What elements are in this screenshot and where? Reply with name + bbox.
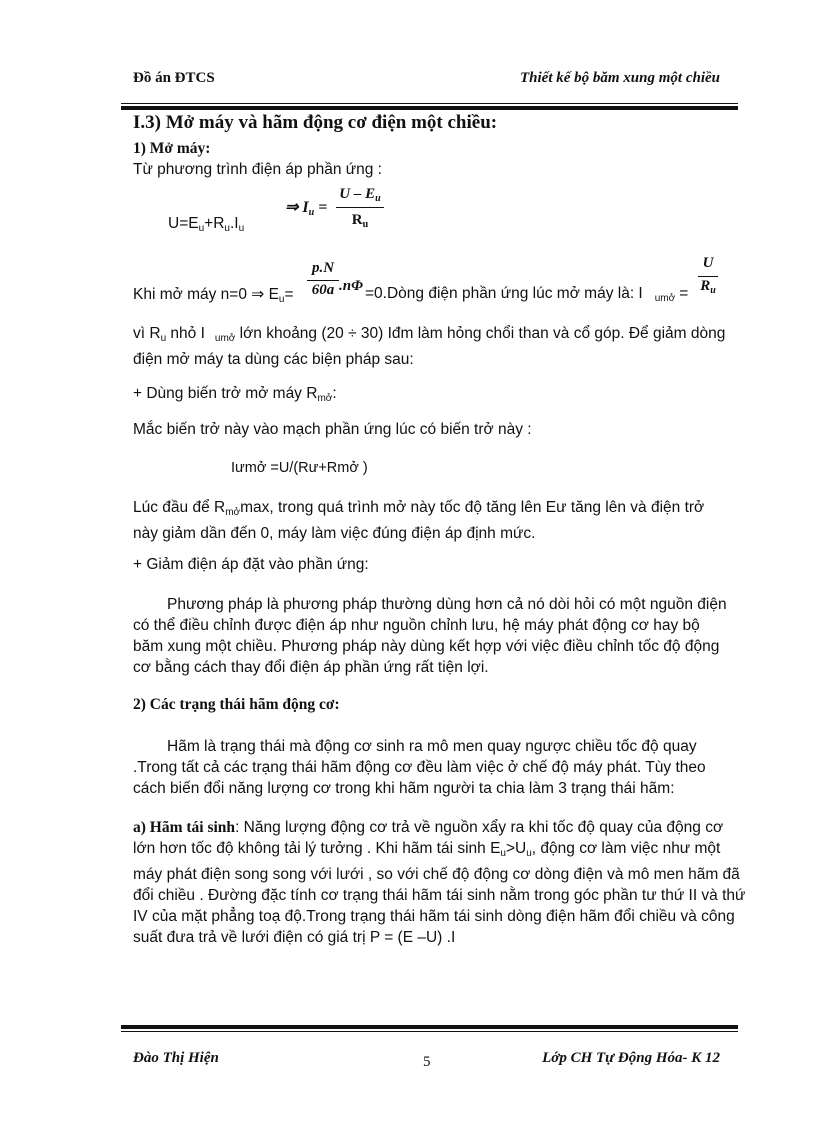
bullet-rheostat: + Dùng biến trở mở máy $R_{mở}$: xyxy=(133,385,337,404)
eq1-denominator: $R_u$ xyxy=(351,212,369,230)
eq1-numerator: U – $E_u$ xyxy=(339,186,381,204)
paragraph-method: Phương pháp là phương pháp thường dùng hơn cả nó dòi hỏi có một nguồn điện có thể điều chỉnh được điện áp như nguồn chỉnh lưu, hệ máy phát động cơ hay bộ băm xung một chiều. Phương pháp này dùng kết hợp với việc điều chỉnh tốc độ động cơ bằng cách thay đổi điện áp phần ứng rất tiện lợi. xyxy=(133,596,727,676)
start-current-line-2: =0.Dòng điện phần ứng lúc mở máy là: I $_{umở}$ = xyxy=(365,285,689,304)
footer-class: Lớp CH Tự Động Hóa- K 12 xyxy=(542,1050,720,1066)
eq1-fraction-line xyxy=(336,207,384,208)
subsection-title-1: 1) Mở máy: xyxy=(133,140,211,157)
header-rule-thick xyxy=(121,106,738,110)
frac-u-line xyxy=(698,276,718,277)
start-current-line: Khi mở máy n=0 ⇒ $E_u=$ xyxy=(133,286,294,305)
subsection-title-2: 2) Các trạng thái hãm động cơ: xyxy=(133,696,340,713)
frac-pn-denominator: 60a xyxy=(311,282,335,298)
equation-current: ⇒ $I_u$ = xyxy=(285,199,328,218)
paragraph-braking: Hãm là trạng thái mà động cơ sinh ra mô men quay ngược chiều tốc độ quay .Trong tất cả các trạng thái hãm động cơ đều làm việc ở chế độ máy phát. Tùy theo cách biến đổi năng lượng cơ trong khi hãm người ta chia làm 3 trạng thái hãm: xyxy=(133,738,706,797)
paragraph-rheostat: Lúc đầu để $R_{mở}\max$, trong quá trình mở này tốc độ tăng lên Eư tăng lên và điện trở này giảm dần đến 0, máy làm việc đúng điện áp định mức. xyxy=(133,499,705,542)
text-line: Từ phương trình điện áp phần ứng : xyxy=(133,161,382,178)
footer-rule-thin xyxy=(121,1031,738,1032)
equation-start-current: Iưmở =U/(Rư+Rmở ) xyxy=(231,460,368,476)
frac-pn-numerator: p.N xyxy=(311,260,335,276)
paragraph-start-current: vì $R_u$ nhỏ I $_{umở}$ lớn khoảng (20 ÷ 30) Iđm làm hỏng chổi than và cổ góp. Để giảm dòng điện mở máy ta dùng các biện pháp sau: xyxy=(133,325,726,368)
bullet-voltage: + Giảm điện áp đặt vào phần ứng: xyxy=(133,556,369,573)
header-rule-thin xyxy=(121,103,738,104)
text-line-connect: Mắc biến trở này vào mạch phần ứng lúc có biến trở này : xyxy=(133,421,532,438)
frac-pn-after: .nΦ xyxy=(339,278,363,294)
equation-voltage: $U=E_u+R_u.I_u$ xyxy=(168,215,245,234)
section-title: I.3) Mở máy và hãm động cơ điện một chiều: xyxy=(133,112,498,133)
frac-pn-line xyxy=(307,280,339,281)
page-number: 5 xyxy=(423,1054,431,1070)
header-left: Đồ án ĐTCS xyxy=(133,70,215,86)
footer-rule-thick xyxy=(121,1025,738,1029)
frac-u-denominator: $R_u$ xyxy=(700,278,716,296)
header-right: Thiết kế bộ băm xung một chiều xyxy=(519,70,720,86)
paragraph-regenerative: a) Hãm tái sinh: Năng lượng động cơ trả về nguồn xẩy ra khi tốc độ quay của động cơ lớn hơn tốc độ không tải lý tưởng . Khi hãm tái $\sinh E_u>U_u$, động cơ làm việc như một máy phát điện song song với lưới , so với chế độ động cơ dòng điện và mô men hãm đã đổi chiều . Đường đặc tính cơ trạng thái hãm tái sinh nằm trong góc phần tư thứ II và thứ IV của mặt phẳng toạ độ.Trong trạng thái hãm tái sinh dòng điện hãm đổi chiều và công suất đưa trả về lưới điện có giá trị P = (E –U) .I xyxy=(133,819,746,946)
frac-u-numerator: U xyxy=(702,255,714,271)
footer-author: Đào Thị Hiện xyxy=(133,1050,219,1066)
